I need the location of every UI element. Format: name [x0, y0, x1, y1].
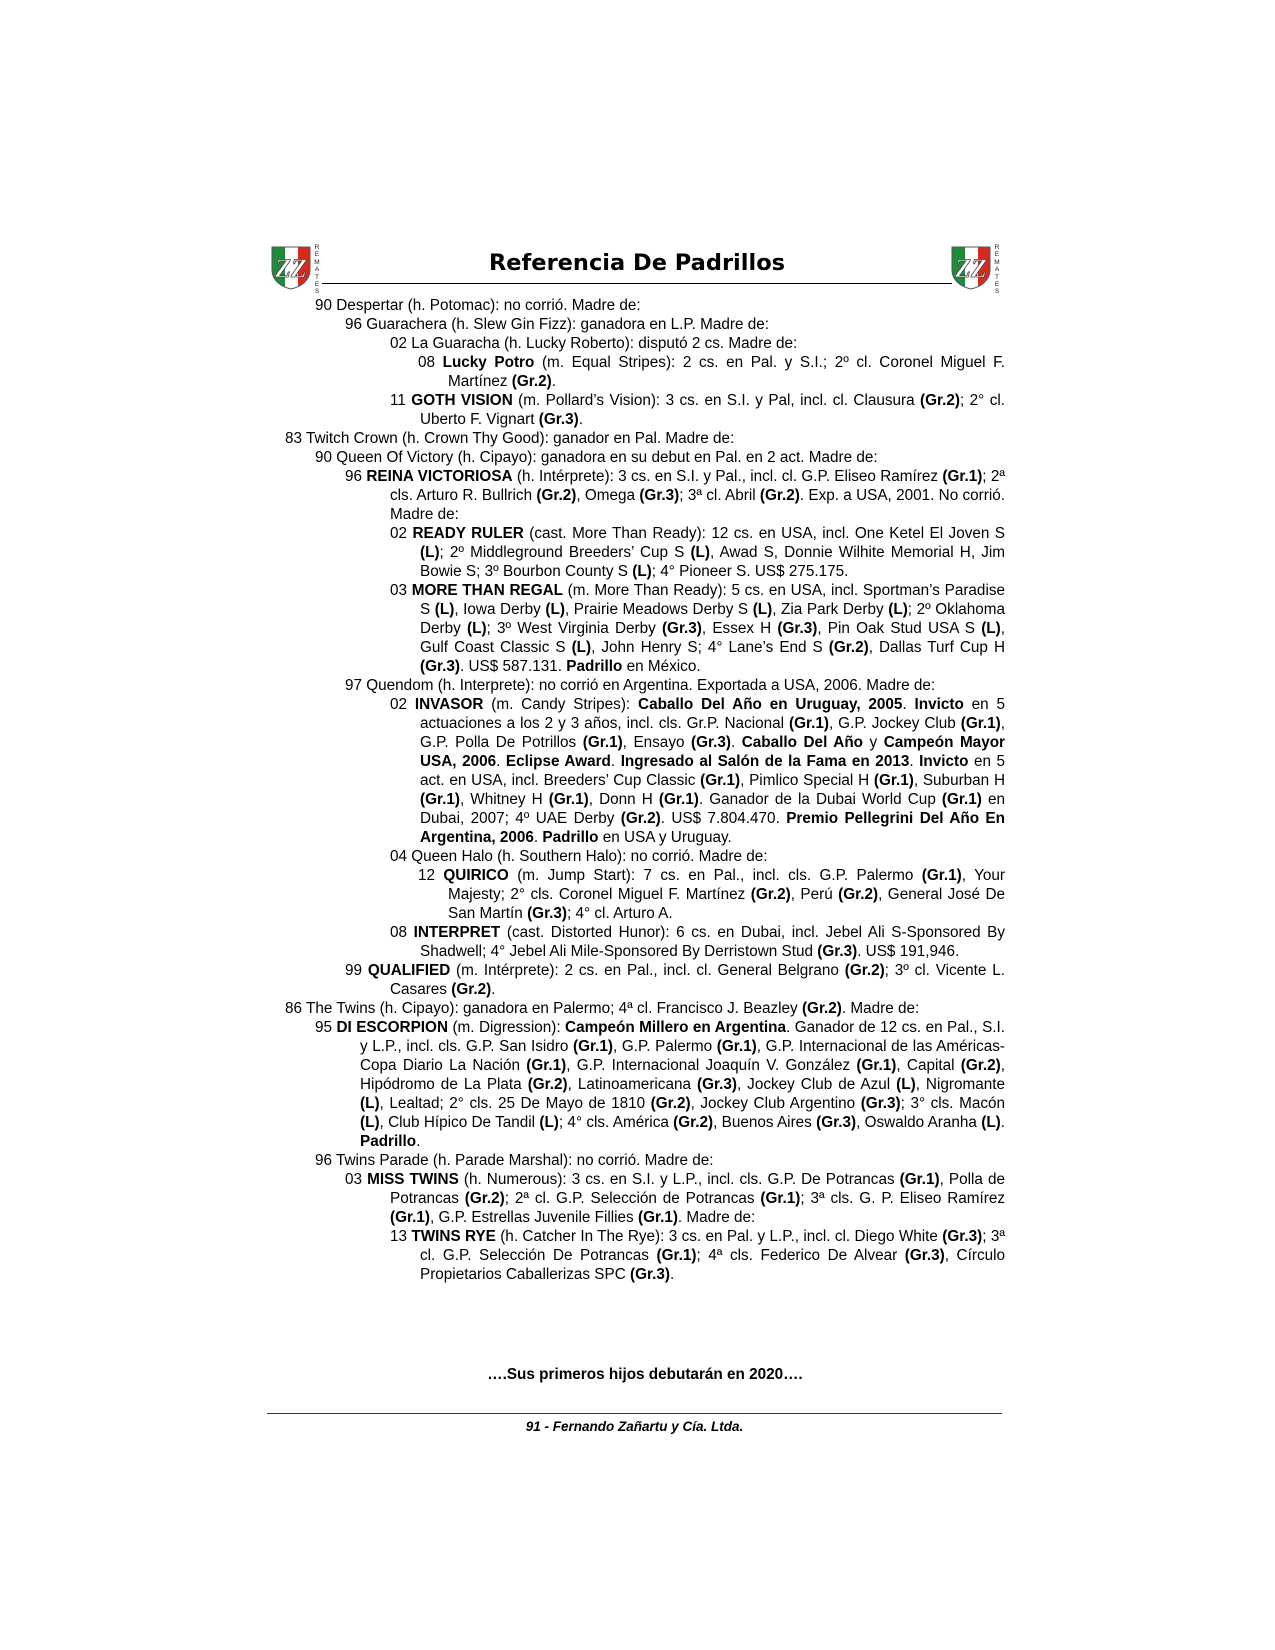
logo-side-text: R E M A T E S [314, 244, 320, 296]
pedigree-entry: 96 REINA VICTORIOSA (h. Intérprete): 3 cs. en S.I. y Pal., incl. cl. G.P. Eliseo Ramírez (Gr.1); 2ª cls. Arturo R. Bullrich (Gr.2), Omega (Gr.3); 3ª cl. Abril (Gr.2). Exp. a USA, 2001. No corrió. Madre de: [345, 468, 1006, 523]
pedigree-entry: 12 QUIRICO (m. Jump Start): 7 cs. en Pal., incl. cls. G.P. Palermo (Gr.1), Your Majesty; 2° cls. Coronel Miguel F. Martínez (Gr.2), Perú (Gr.2), General José De San Martín (Gr.3); 4° cl. Arturo A. [418, 867, 1006, 922]
pedigree-entry: 13 TWINS RYE (h. Catcher In The Rye): 3 cs. en Pal. y L.P., incl. cl. Diego White (Gr.3); 3ª cl. G.P. Selección De Potrancas (Gr.1); 4ª cls. Federico De Alvear (Gr.3), Círculo Propietarios Caballerizas SPC (Gr.3). [390, 1228, 1005, 1283]
pedigree-entry: 97 Quendom (h. Interprete): no corrió en Argentina. Exportada a USA, 2006. Madre de: [345, 677, 936, 694]
pedigree-body [285, 296, 1005, 1284]
zz-remates-logo-right [950, 244, 1002, 296]
shield-logo-icon [950, 244, 992, 290]
pedigree-entry: 02 READY RULER (cast. More Than Ready): 12 cs. en USA, incl. One Ketel El Joven S (L); 2º Middleground Breeders’ Cup S (L), Awad S, Donnie Wilhite Memorial H, Jim Bowie S; 3º Bourbon County S (L); 4° Pioneer S. US$ 275.175. [390, 525, 1005, 580]
pedigree-entry: 08 Lucky Potro (m. Equal Stripes): 2 cs. en Pal. y S.I.; 2º cl. Coronel Miguel F. Martínez (Gr.2). [418, 354, 1005, 390]
header-rule [322, 283, 952, 284]
pedigree-entry: 02 La Guaracha (h. Lucky Roberto): disputó 2 cs. Madre de: [390, 335, 798, 352]
page-footer: 91 - Fernando Zañartu y Cía. Ltda. [525, 1419, 744, 1434]
pedigree-entry: 83 Twitch Crown (h. Crown Thy Good): ganador en Pal. Madre de: [285, 430, 735, 447]
pedigree-entry: 96 Twins Parade (h. Parade Marshal): no corrió. Madre de: [315, 1152, 714, 1169]
pedigree-entry: 04 Queen Halo (h. Southern Halo): no corrió. Madre de: [390, 848, 768, 865]
pedigree-entry: 90 Despertar (h. Potomac): no corrió. Madre de: [315, 297, 641, 314]
pedigree-entry: 86 The Twins (h. Cipayo): ganadora en Palermo; 4ª cl. Francisco J. Beazley (Gr.2). Madre de: [285, 1000, 920, 1017]
logo-side-text: R E M A T E S [994, 244, 1000, 296]
zz-remates-logo-left [270, 244, 322, 296]
pedigree-entry: 02 INVASOR (m. Candy Stripes): Caballo Del Año en Uruguay, 2005. Invicto en 5 actuaciones a los 2 y 3 años, incl. cls. Gr.P. Nacional (Gr.1), G.P. Jockey Club (Gr.1), G.P. Polla De Potrillos (Gr.1), Ensayo (Gr.3). Caballo Del Año y Campeón Mayor USA, 2006. Eclipse Award. Ingresado al Salón de la Fama en 2013. Invicto en 5 act. en USA, incl. Breeders’ Cup Classic (Gr.1), Pimlico Special H (Gr.1), Suburban H (Gr.1), Whitney H (Gr.1), Donn H (Gr.1). Ganador de la Dubai World Cup (Gr.1) en Dubai, 2007; 4º UAE Derby (Gr.2). US$ 7.804.470. Premio Pellegrini Del Año En Argentina, 2006. Padrillo en USA y Uruguay. [390, 696, 1006, 846]
closing-note: ….Sus primeros hijos debutarán en 2020…. [487, 1366, 803, 1383]
pedigree-entry: 11 GOTH VISION (m. Pollard’s Vision): 3 cs. en S.I. y Pal, incl. cl. Clausura (Gr.2); 2° cl. Uberto F. Vignart (Gr.3). [390, 392, 1005, 428]
pedigree-entry: 95 DI ESCORPION (m. Digression): Campeón Millero en Argentina. Ganador de 12 cs. en Pal., S.I. y L.P., incl. cls. G.P. San Isidro (Gr.1), G.P. Palermo (Gr.1), G.P. Internacional de las Américas-Copa Diario La Nación (Gr.1), G.P. Internacional Joaquín V. González (Gr.1), Capital (Gr.2), Hipódromo de La Plata (Gr.2), Latinoamericana (Gr.3), Jockey Club de Azul (L), Nigromante (L), Lealtad; 2° cls. 25 De Mayo de 1810 (Gr.2), Jockey Club Argentino (Gr.3); 3° cls. Macón (L), Club Hípico De Tandil (L); 4° cls. América (Gr.2), Buenos Aires (Gr.3), Oswaldo Aranha (L). Padrillo. [315, 1019, 1006, 1150]
logo-letters: ZZ [275, 254, 307, 283]
page-title: Referencia De Padrillos [488, 250, 786, 276]
pedigree-entry: 99 QUALIFIED (m. Intérprete): 2 cs. en Pal., incl. cl. General Belgrano (Gr.2); 3º cl. Vicente L. Casares (Gr.2). [345, 962, 1005, 998]
pedigree-entry: 08 INTERPRET (cast. Distorted Hunor): 6 cs. en Dubai, incl. Jebel Ali S-Sponsored By Shadwell; 4° Jebel Ali Mile-Sponsored By Derristown Stud (Gr.3). US$ 191,946. [390, 924, 1006, 960]
shield-logo-icon [270, 244, 312, 290]
logo-letters: ZZ [955, 254, 987, 283]
pedigree-entry: 90 Queen Of Victory (h. Cipayo): ganadora en su debut en Pal. en 2 act. Madre de: [315, 449, 878, 466]
footer-rule [267, 1413, 1002, 1414]
pedigree-entry: 03 MORE THAN REGAL (m. More Than Ready): 5 cs. en USA, incl. Sportman’s Paradise S (L), Iowa Derby (L), Prairie Meadows Derby S (L), Zia Park Derby (L); 2º Oklahoma Derby (L); 3º West Virginia Derby (Gr.3), Essex H (Gr.3), Pin Oak Stud USA S (L), Gulf Coast Classic S (L), John Henry S; 4° Lane’s End S (Gr.2), Dallas Turf Cup H (Gr.3). US$ 587.131. Padrillo en México. [390, 582, 1005, 675]
pedigree-entry: 96 Guarachera (h. Slew Gin Fizz): ganadora en L.P. Madre de: [345, 316, 770, 333]
pedigree-entry: 03 MISS TWINS (h. Numerous): 3 cs. en S.I. y L.P., incl. cls. G.P. De Potrancas (Gr.1), Polla de Potrancas (Gr.2); 2ª cl. G.P. Selección de Potrancas (Gr.1); 3ª cls. G. P. Eliseo Ramírez (Gr.1), G.P. Estrellas Juvenile Fillies (Gr.1). Madre de: [345, 1171, 1006, 1226]
